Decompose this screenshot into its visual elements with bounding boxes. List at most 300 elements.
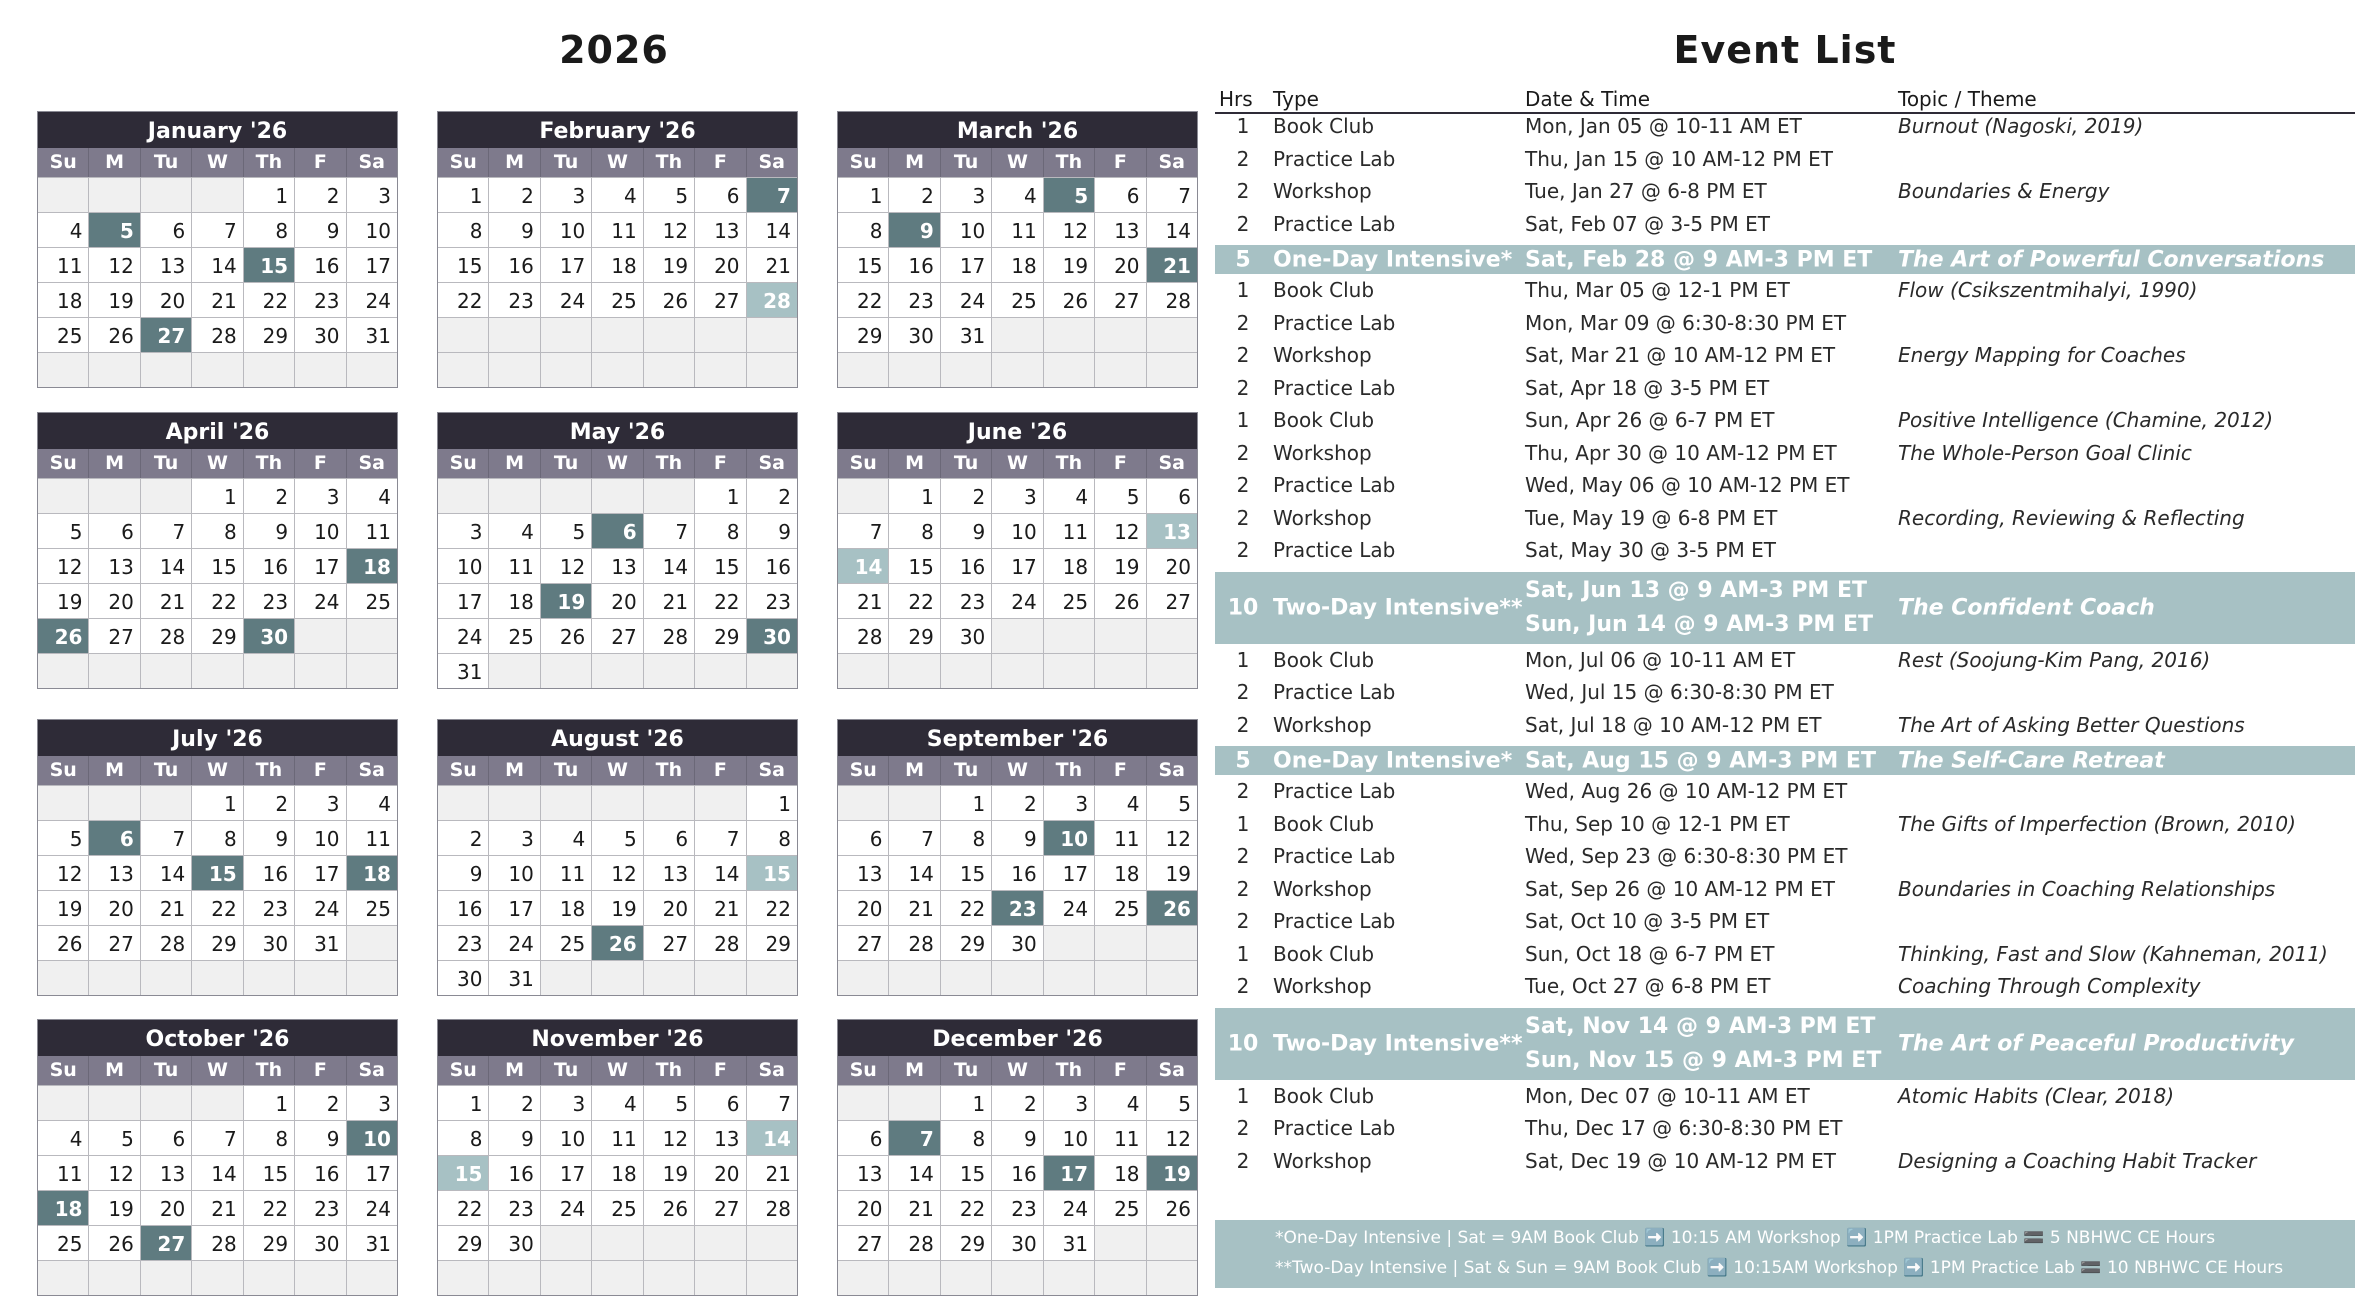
event-date: Thu, Dec 17 @ 6:30-8:30 PM ET (1525, 1116, 1843, 1140)
weekday-label: Su (438, 148, 489, 177)
week-row (38, 317, 397, 352)
empty-day (889, 654, 940, 688)
calendar-day: 21 (192, 283, 243, 317)
calendar-day: 14 (192, 248, 243, 282)
event-topic: The Confident Coach (1898, 595, 2155, 620)
calendar-day: 28 (1165, 289, 1191, 313)
calendar-day: 28 (695, 926, 746, 960)
header-hrs: Hrs (1219, 87, 1253, 111)
empty-day (89, 1261, 140, 1295)
event-date: Sat, Apr 18 @ 3-5 PM ET (1525, 375, 1770, 400)
empty-day (295, 1261, 346, 1295)
calendar-day: 19 (89, 283, 140, 317)
event-date: Sun, Apr 26 @ 6-7 PM ET (1525, 408, 1775, 432)
event-hours: 2 (1236, 146, 1250, 171)
calendar-day: 4 (38, 1121, 89, 1155)
empty-day (541, 318, 592, 352)
calendar-day: 15 (941, 856, 992, 890)
weekday-label: F (695, 756, 746, 785)
weekday-header (838, 1056, 1197, 1085)
weekday-label: Th (244, 1056, 295, 1085)
calendar-day: 17 (541, 248, 592, 282)
calendar-day: 22 (244, 1191, 295, 1225)
weekday-label: F (695, 1056, 746, 1085)
calendar-day: 3 (992, 479, 1043, 513)
calendar-day: 28 (192, 318, 243, 352)
calendar-day: 23 (889, 283, 940, 317)
month-calendar (837, 111, 1198, 388)
calendar-day: 12 (89, 248, 140, 282)
calendar-day: 9 (778, 520, 791, 544)
event-row (1215, 780, 2355, 802)
empty-day (695, 786, 746, 820)
calendar-day: 9 (489, 1121, 540, 1155)
calendar-day: 4 (1044, 479, 1095, 513)
calendar-day: 24 (295, 891, 346, 925)
calendar-day: 10 (295, 821, 346, 855)
calendar-day: 18 (541, 891, 592, 925)
empty-day (541, 654, 592, 688)
weekday-label: F (1095, 449, 1146, 478)
empty-day (244, 961, 295, 995)
weekday-label: W (592, 148, 643, 177)
calendar-day: 19 (38, 891, 89, 925)
month-name: September '26 (838, 720, 1197, 756)
weekday-label: Tu (141, 756, 192, 785)
weekday-label: Sa (758, 452, 785, 474)
event-hours: 2 (1236, 680, 1250, 704)
calendar-day: 2 (992, 1086, 1043, 1120)
calendar-day: 16 (765, 555, 791, 579)
month-name: June '26 (838, 413, 1197, 449)
event-type: Practice Lab (1273, 146, 1396, 171)
calendar-day: 1 (941, 786, 992, 820)
calendar-day: 7 (192, 1121, 243, 1155)
weekday-label: Th (244, 449, 295, 478)
empty-day (644, 353, 695, 387)
week-row (38, 1225, 397, 1260)
event-type: Workshop (1273, 440, 1372, 465)
calendar-day: 22 (438, 283, 489, 317)
week-row (438, 548, 797, 583)
weekday-label: Su (38, 756, 89, 785)
weekday-label: Tu (941, 756, 992, 785)
calendar-day: 24 (365, 1197, 391, 1221)
event-hours: 2 (1236, 876, 1250, 901)
empty-day (747, 654, 797, 688)
calendar-day: 9 (992, 1121, 1043, 1155)
empty-day (838, 1261, 889, 1295)
event-day: 7 (889, 1121, 940, 1155)
calendar-day: 11 (38, 1156, 89, 1190)
event-row (1215, 1150, 2355, 1172)
calendar-day: 30 (438, 961, 489, 995)
event-topic: Energy Mapping for Coaches (1898, 343, 2186, 367)
calendar-day: 8 (695, 514, 746, 548)
calendar-day: 19 (89, 1191, 140, 1225)
calendar-day: 6 (141, 1121, 192, 1155)
event-date: Thu, Apr 30 @ 10 AM-12 PM ET (1525, 440, 1837, 465)
weekday-label: Th (644, 756, 695, 785)
calendar-day: 16 (295, 248, 346, 282)
event-topic: Atomic Habits (Clear, 2018) (1898, 1083, 2175, 1108)
event-date: Wed, Jul 15 @ 6:30-8:30 PM ET (1525, 680, 1834, 704)
weekday-label: Su (838, 1056, 889, 1085)
calendar-day: 5 (541, 514, 592, 548)
empty-day (695, 1261, 746, 1295)
empty-day (695, 1226, 746, 1260)
calendar-day: 20 (838, 1191, 889, 1225)
weekday-label: M (489, 148, 540, 177)
calendar-day: 18 (489, 584, 540, 618)
calendar-day: 13 (1095, 213, 1146, 247)
empty-day (141, 1086, 192, 1120)
event-type: Workshop (1273, 876, 1372, 901)
week-row (838, 1085, 1197, 1120)
calendar-day: 3 (541, 178, 592, 212)
week-row (838, 177, 1197, 212)
weekday-label: Th (1044, 1056, 1095, 1085)
weekday-label: W (192, 449, 243, 478)
week-row (438, 960, 797, 995)
month-calendar (37, 412, 398, 689)
calendar-day: 2 (244, 479, 295, 513)
week-row (838, 925, 1197, 960)
month-calendar (837, 719, 1198, 996)
calendar-day: 10 (438, 549, 489, 583)
calendar-day: 10 (1044, 1121, 1095, 1155)
empty-day (747, 1226, 797, 1260)
calendar-day: 12 (644, 1121, 695, 1155)
calendar-day: 30 (889, 318, 940, 352)
weekday-header (38, 449, 397, 478)
weekday-label: Su (838, 756, 889, 785)
event-topic: The Gifts of Imperfection (Brown, 2010) (1898, 811, 2296, 836)
calendar-day: 26 (1165, 1197, 1191, 1221)
event-hours: 2 (1236, 375, 1250, 400)
empty-day (89, 961, 140, 995)
event-topic: The Art of Asking Better Questions (1898, 712, 2245, 737)
event-row (1215, 1085, 2355, 1107)
week-row (838, 247, 1197, 282)
event-day: 18 (347, 549, 397, 583)
calendar-day: 19 (38, 584, 89, 618)
weekday-label: Sa (758, 151, 785, 173)
calendar-day: 27 (695, 283, 746, 317)
event-type: Workshop (1273, 1148, 1372, 1173)
calendar-day: 6 (89, 514, 140, 548)
calendar-day: 24 (541, 283, 592, 317)
empty-day (141, 961, 192, 995)
calendar-day: 28 (141, 926, 192, 960)
calendar-day: 1 (695, 479, 746, 513)
calendar-day: 22 (941, 891, 992, 925)
weekday-label: W (592, 756, 643, 785)
calendar-day: 8 (244, 213, 295, 247)
calendar-day: 12 (541, 549, 592, 583)
week-row (438, 352, 797, 387)
event-type: Two-Day Intensive** (1273, 595, 1523, 620)
week-row (38, 478, 397, 513)
calendar-day: 24 (365, 289, 391, 313)
calendar-day: 4 (378, 485, 391, 509)
calendar-day: 19 (644, 248, 695, 282)
week-row (838, 212, 1197, 247)
calendar-day: 23 (244, 584, 295, 618)
event-topic: Designing a Coaching Habit Tracker (1898, 1148, 2257, 1173)
weekday-label: M (89, 756, 140, 785)
weekday-label: W (192, 756, 243, 785)
calendar-day: 27 (695, 1191, 746, 1225)
calendar-day: 21 (141, 891, 192, 925)
calendar-day: 12 (1044, 213, 1095, 247)
week-row (838, 1120, 1197, 1155)
event-date-day1: Sat, Nov 14 @ 9 AM-3 PM ET (1525, 1013, 1876, 1039)
calendar-day: 17 (295, 856, 346, 890)
empty-day (1095, 353, 1146, 387)
week-row (438, 177, 797, 212)
empty-day (838, 961, 889, 995)
week-row (438, 282, 797, 317)
empty-day (295, 353, 346, 387)
calendar-day: 6 (1095, 178, 1146, 212)
empty-day (347, 961, 397, 995)
empty-day (1095, 318, 1146, 352)
weekday-label: Tu (941, 148, 992, 177)
event-row (1215, 681, 2355, 703)
calendar-day: 28 (141, 619, 192, 653)
empty-day (1095, 961, 1146, 995)
event-type: Workshop (1273, 179, 1372, 203)
calendar-day: 2 (489, 1086, 540, 1120)
calendar-day: 11 (38, 248, 89, 282)
calendar-day: 29 (838, 318, 889, 352)
empty-day (347, 1261, 397, 1295)
calendar-day: 27 (838, 926, 889, 960)
calendar-day: 8 (941, 1121, 992, 1155)
calendar-day: 22 (941, 1191, 992, 1225)
calendar-day: 30 (489, 1226, 540, 1260)
calendar-day: 25 (38, 318, 89, 352)
calendar-day: 23 (295, 283, 346, 317)
weekday-label: Sa (1158, 1059, 1185, 1081)
week-row (838, 583, 1197, 618)
weekday-label: Su (438, 1056, 489, 1085)
empty-day (592, 479, 643, 513)
weekday-label: M (89, 449, 140, 478)
calendar-day: 2 (889, 178, 940, 212)
calendar-day: 25 (489, 619, 540, 653)
empty-day (592, 786, 643, 820)
event-date: Thu, Mar 05 @ 12-1 PM ET (1525, 278, 1790, 302)
calendar-day: 29 (244, 1226, 295, 1260)
calendar-day: 16 (438, 891, 489, 925)
event-topic: The Art of Powerful Conversations (1898, 247, 2325, 272)
event-type: Practice Lab (1273, 1116, 1396, 1140)
calendar-day: 20 (1165, 555, 1191, 579)
event-row (1215, 910, 2355, 932)
weekday-label: F (295, 148, 346, 177)
calendar-day: 27 (89, 619, 140, 653)
empty-day (192, 961, 243, 995)
calendar-day: 26 (644, 1191, 695, 1225)
event-row (1215, 180, 2355, 202)
empty-day (1044, 654, 1095, 688)
calendar-day: 28 (644, 619, 695, 653)
weekday-label: Su (838, 449, 889, 478)
calendar-day: 29 (765, 932, 791, 956)
event-topic: Positive Intelligence (Chamine, 2012) (1898, 408, 2274, 432)
week-row (838, 1260, 1197, 1295)
week-row (838, 890, 1197, 925)
week-row (38, 212, 397, 247)
event-day: 30 (747, 619, 797, 653)
calendar-day: 9 (992, 821, 1043, 855)
empty-day (592, 1226, 643, 1260)
month-name: December '26 (838, 1020, 1197, 1056)
event-type: Book Club (1273, 647, 1375, 672)
calendar-day: 13 (89, 856, 140, 890)
weekday-label: M (89, 148, 140, 177)
event-hours: 5 (1235, 247, 1251, 272)
week-row (438, 890, 797, 925)
calendar-day: 3 (941, 178, 992, 212)
empty-day (941, 1261, 992, 1295)
calendar-day: 26 (89, 1226, 140, 1260)
week-row (438, 212, 797, 247)
event-row (1215, 279, 2355, 301)
weekday-header (438, 756, 797, 785)
empty-day (592, 353, 643, 387)
event-type: Book Club (1273, 811, 1375, 836)
empty-day (1147, 926, 1197, 960)
calendar-day: 10 (541, 213, 592, 247)
calendar-day: 29 (192, 926, 243, 960)
event-date: Sat, Oct 10 @ 3-5 PM ET (1525, 909, 1770, 933)
weekday-label: Sa (358, 759, 385, 781)
event-row (1215, 878, 2355, 900)
event-row (1215, 312, 2355, 334)
week-row (38, 925, 397, 960)
empty-day (38, 654, 89, 688)
empty-day (438, 1261, 489, 1295)
event-row (1215, 148, 2355, 170)
calendar-day: 8 (778, 827, 791, 851)
calendar-day: 14 (889, 1156, 940, 1190)
event-row (1215, 539, 2355, 561)
event-type: Book Club (1273, 408, 1375, 432)
calendar-day: 28 (889, 926, 940, 960)
empty-day (1044, 353, 1095, 387)
calendar-day: 21 (889, 891, 940, 925)
event-topic: Burnout (Nagoski, 2019) (1898, 114, 2144, 138)
calendar-day: 20 (141, 1191, 192, 1225)
event-type: Practice Lab (1273, 779, 1396, 803)
event-day: 7 (747, 178, 797, 212)
calendar-day: 13 (838, 856, 889, 890)
event-hours: 1 (1236, 647, 1250, 672)
calendar-day: 3 (295, 786, 346, 820)
calendar-day: 19 (644, 1156, 695, 1190)
empty-day (644, 479, 695, 513)
calendar-day: 30 (992, 1226, 1043, 1260)
event-type: Book Club (1273, 941, 1375, 966)
calendar-day: 6 (644, 821, 695, 855)
week-row (38, 1190, 397, 1225)
weekday-label: Tu (541, 148, 592, 177)
event-day: 23 (992, 891, 1043, 925)
calendar-day: 16 (489, 1156, 540, 1190)
empty-day (347, 619, 397, 653)
weekday-label: F (295, 1056, 346, 1085)
week-row (838, 548, 1197, 583)
calendar-day: 5 (38, 514, 89, 548)
event-list-section (1215, 0, 2355, 1308)
event-date: Sat, Jul 18 @ 10 AM-12 PM ET (1525, 712, 1822, 737)
empty-day (541, 353, 592, 387)
calendar-day: 11 (365, 520, 391, 544)
event-row (1215, 474, 2355, 496)
weekday-label: Sa (1158, 452, 1185, 474)
event-date (1525, 574, 1885, 642)
event-type: Practice Lab (1273, 211, 1396, 236)
calendar-day: 1 (438, 178, 489, 212)
calendar-day: 29 (438, 1226, 489, 1260)
empty-day (295, 654, 346, 688)
event-row (1215, 344, 2355, 366)
calendar-day: 29 (244, 318, 295, 352)
week-row (838, 820, 1197, 855)
calendar-day: 19 (1095, 549, 1146, 583)
calendar-day: 31 (365, 1232, 391, 1256)
weekday-label: Sa (1158, 151, 1185, 173)
event-date: Tue, Oct 27 @ 6-8 PM ET (1525, 974, 1771, 998)
weekday-label: Sa (758, 1059, 785, 1081)
weekday-label: M (489, 449, 540, 478)
empty-day (541, 1226, 592, 1260)
calendar-day: 12 (1165, 1127, 1191, 1151)
footnote-two-day: **Two-Day Intensive | Sat & Sun = 9AM Book Club ➡️ 10:15AM Workshop ➡️ 1PM Practice Lab 🟰 10 NBHWC CE Hours (1275, 1258, 2284, 1278)
weekday-label: W (992, 1056, 1043, 1085)
empty-day (889, 353, 940, 387)
calendar-day: 10 (941, 213, 992, 247)
empty-day (38, 353, 89, 387)
empty-day (992, 654, 1043, 688)
calendar-day: 7 (695, 821, 746, 855)
calendar-day: 2 (244, 786, 295, 820)
calendar-day: 2 (489, 178, 540, 212)
calendar-day: 12 (38, 549, 89, 583)
event-date: Wed, May 06 @ 10 AM-12 PM ET (1525, 473, 1850, 497)
calendar-day: 31 (1044, 1226, 1095, 1260)
week-row (838, 855, 1197, 890)
calendar-day: 21 (192, 1191, 243, 1225)
month-name: July '26 (38, 720, 397, 756)
empty-day (1044, 318, 1095, 352)
calendar-day: 1 (778, 792, 791, 816)
empty-day (992, 1261, 1043, 1295)
week-row (38, 890, 397, 925)
calendar-day: 6 (141, 213, 192, 247)
event-type: Book Club (1273, 278, 1375, 302)
event-type: Practice Lab (1273, 909, 1396, 933)
month-name: May '26 (438, 413, 797, 449)
event-type: Workshop (1273, 505, 1372, 530)
calendar-day: 27 (1095, 283, 1146, 317)
calendar-day: 4 (489, 514, 540, 548)
week-row (438, 513, 797, 548)
calendar-day: 7 (889, 821, 940, 855)
